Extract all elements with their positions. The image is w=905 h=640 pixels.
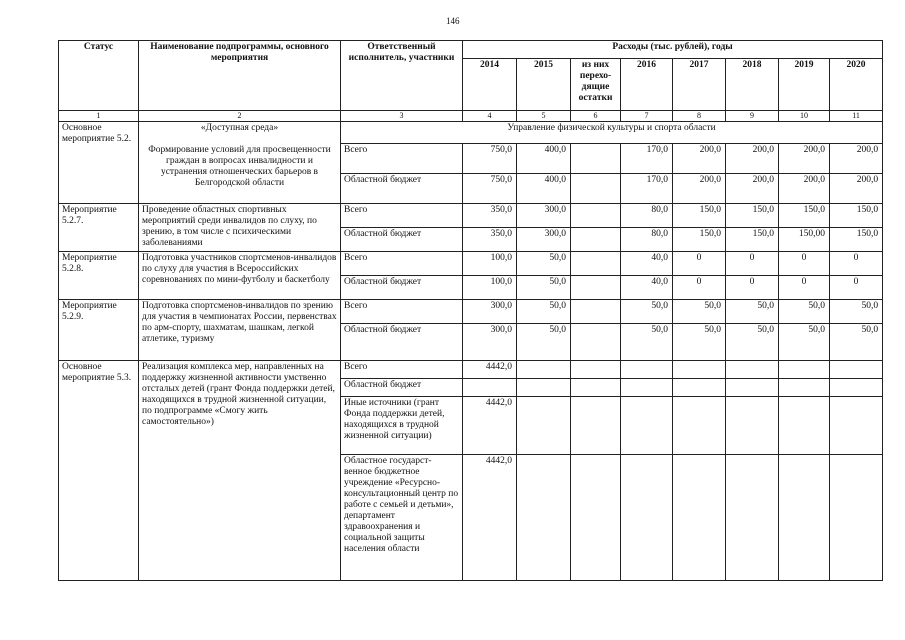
section53-status: Основное мероприятие 5.3. xyxy=(59,361,139,581)
value-cell: 350,0 xyxy=(463,228,517,252)
value-cell: 150,0 xyxy=(830,228,883,252)
value-cell: 100,0 xyxy=(463,252,517,276)
value-cell: 50,0 xyxy=(830,324,883,361)
column-number: 10 xyxy=(779,111,830,122)
value-cell: 200,0 xyxy=(673,174,726,204)
column-number: 6 xyxy=(571,111,621,122)
value-cell: 200,0 xyxy=(726,144,779,174)
value-cell: 0 xyxy=(726,276,779,300)
responsible-cell: Областной бюджет xyxy=(341,174,463,204)
value-cell: 50,0 xyxy=(726,300,779,324)
value-cell: 170,0 xyxy=(621,174,673,204)
header-year: 2018 xyxy=(726,59,779,111)
value-cell: 0 xyxy=(830,252,883,276)
value-cell xyxy=(726,397,779,455)
value-cell xyxy=(571,379,621,397)
section-name-text: Формирование условий для просвещенности граждан в вопросах инвалидности и устранения отношенческих барьеров в Белгородской области xyxy=(148,145,331,188)
value-cell: 0 xyxy=(673,252,726,276)
value-cell xyxy=(830,455,883,581)
column-number: 9 xyxy=(726,111,779,122)
value-cell: 170,0 xyxy=(621,144,673,174)
value-cell xyxy=(830,379,883,397)
value-cell xyxy=(621,379,673,397)
value-cell: 50,0 xyxy=(621,300,673,324)
value-cell: 40,0 xyxy=(621,252,673,276)
value-cell: 300,0 xyxy=(463,324,517,361)
value-cell: 80,0 xyxy=(621,228,673,252)
value-cell xyxy=(571,300,621,324)
responsible-cell: Областной бюджет xyxy=(341,276,463,300)
column-number: 1 xyxy=(59,111,139,122)
value-cell xyxy=(621,397,673,455)
value-cell xyxy=(673,397,726,455)
value-cell: 4442,0 xyxy=(463,455,517,581)
value-cell: 50,0 xyxy=(830,300,883,324)
value-cell xyxy=(571,455,621,581)
value-cell xyxy=(621,455,673,581)
value-cell xyxy=(517,397,571,455)
header-carryover: из них перехо-дящие остатки xyxy=(571,59,621,111)
value-cell: 200,0 xyxy=(830,174,883,204)
header-year: 2016 xyxy=(621,59,673,111)
header-year: 2019 xyxy=(779,59,830,111)
header-expenses: Расходы (тыс. рублей), годы xyxy=(463,41,883,59)
value-cell: 150,0 xyxy=(830,204,883,228)
activity-name: Проведение областных спортивных мероприятий среди инвалидов по слуху, по зрению, в том числе с психическими заболеваниями xyxy=(139,204,341,252)
value-cell xyxy=(726,455,779,581)
value-cell xyxy=(779,455,830,581)
value-cell xyxy=(571,361,621,379)
value-cell xyxy=(726,379,779,397)
value-cell xyxy=(779,379,830,397)
value-cell: 50,0 xyxy=(726,324,779,361)
value-cell: 50,0 xyxy=(517,324,571,361)
column-number: 5 xyxy=(517,111,571,122)
value-cell: 750,0 xyxy=(463,144,517,174)
responsible-cell: Иные источники (грант Фонда поддержки детей, находящихся в трудной жизненной ситуации) xyxy=(341,397,463,455)
responsible-cell: Всего xyxy=(341,252,463,276)
value-cell: 150,00 xyxy=(779,228,830,252)
column-number: 8 xyxy=(673,111,726,122)
value-cell xyxy=(517,455,571,581)
responsible-cell: Всего xyxy=(341,361,463,379)
header-year: 2014 xyxy=(463,59,517,111)
activity-status: Мероприятие 5.2.7. xyxy=(59,204,139,252)
value-cell: 50,0 xyxy=(779,300,830,324)
section-name-title: «Доступная среда» xyxy=(200,123,279,133)
column-number: 7 xyxy=(621,111,673,122)
activity-name: Подготовка спортсменов-инвалидов по зрению для участия в чемпионатах России, первенствах по арм-спорту, шахматам, шашкам, легкой атлетике, туризму xyxy=(139,300,341,361)
value-cell: 40,0 xyxy=(621,276,673,300)
value-cell: 0 xyxy=(779,276,830,300)
value-cell: 150,0 xyxy=(673,228,726,252)
value-cell: 400,0 xyxy=(517,144,571,174)
value-cell: 150,0 xyxy=(726,204,779,228)
value-cell: 750,0 xyxy=(463,174,517,204)
value-cell: 50,0 xyxy=(779,324,830,361)
activity-name: Подготовка участников спортсменов-инвалидов по слуху для участия в Всероссийских соревнованиях по мини-футболу и баскетболу xyxy=(139,252,341,300)
value-cell xyxy=(673,455,726,581)
value-cell: 0 xyxy=(673,276,726,300)
value-cell xyxy=(726,361,779,379)
value-cell xyxy=(571,228,621,252)
value-cell: 50,0 xyxy=(517,300,571,324)
responsible-cell: Всего xyxy=(341,300,463,324)
value-cell xyxy=(779,361,830,379)
value-cell xyxy=(571,144,621,174)
value-cell xyxy=(463,379,517,397)
value-cell xyxy=(621,361,673,379)
value-cell: 50,0 xyxy=(517,276,571,300)
section-department: Управление физической культуры и спорта области xyxy=(341,122,883,144)
activity-status: Мероприятие 5.2.9. xyxy=(59,300,139,361)
value-cell xyxy=(571,324,621,361)
value-cell xyxy=(779,397,830,455)
value-cell: 4442,0 xyxy=(463,361,517,379)
value-cell xyxy=(517,379,571,397)
value-cell: 0 xyxy=(726,252,779,276)
value-cell: 0 xyxy=(830,276,883,300)
header-year: 2020 xyxy=(830,59,883,111)
value-cell xyxy=(571,252,621,276)
value-cell: 50,0 xyxy=(517,252,571,276)
value-cell: 50,0 xyxy=(673,300,726,324)
responsible-cell: Областной бюджет xyxy=(341,228,463,252)
page-number: 146 xyxy=(446,16,460,26)
value-cell: 4442,0 xyxy=(463,397,517,455)
value-cell: 400,0 xyxy=(517,174,571,204)
responsible-cell: Всего xyxy=(341,204,463,228)
value-cell: 150,0 xyxy=(673,204,726,228)
value-cell: 200,0 xyxy=(779,144,830,174)
value-cell: 300,0 xyxy=(517,228,571,252)
header-responsible: Ответственный исполнитель, участники xyxy=(341,41,463,111)
column-number: 2 xyxy=(139,111,341,122)
responsible-cell: Областное государст-венное бюджетное учреждение «Ресурсно-консультационный центр по работе с семьей и детьми», департамент здравоохранения и социальной защиты населения области xyxy=(341,455,463,581)
value-cell: 200,0 xyxy=(779,174,830,204)
value-cell xyxy=(571,204,621,228)
responsible-cell: Областной бюджет xyxy=(341,379,463,397)
value-cell: 150,0 xyxy=(726,228,779,252)
value-cell xyxy=(571,276,621,300)
value-cell: 50,0 xyxy=(621,324,673,361)
value-cell: 80,0 xyxy=(621,204,673,228)
column-number: 4 xyxy=(463,111,517,122)
value-cell: 300,0 xyxy=(463,300,517,324)
value-cell: 300,0 xyxy=(517,204,571,228)
header-status: Статус xyxy=(59,41,139,111)
header-year: 2015 xyxy=(517,59,571,111)
value-cell: 150,0 xyxy=(779,204,830,228)
budget-table xyxy=(58,40,883,581)
value-cell xyxy=(830,397,883,455)
value-cell xyxy=(673,361,726,379)
section-status: Основное мероприятие 5.2. xyxy=(59,122,139,204)
responsible-cell: Всего xyxy=(341,144,463,174)
column-number: 11 xyxy=(830,111,883,122)
column-number: 3 xyxy=(341,111,463,122)
value-cell xyxy=(517,361,571,379)
section-name xyxy=(139,122,341,204)
value-cell: 0 xyxy=(779,252,830,276)
responsible-cell: Областной бюджет xyxy=(341,324,463,361)
activity-status: Мероприятие 5.2.8. xyxy=(59,252,139,300)
value-cell xyxy=(830,361,883,379)
value-cell: 200,0 xyxy=(673,144,726,174)
value-cell: 50,0 xyxy=(673,324,726,361)
value-cell: 200,0 xyxy=(830,144,883,174)
header-year: 2017 xyxy=(673,59,726,111)
value-cell: 200,0 xyxy=(726,174,779,204)
value-cell: 100,0 xyxy=(463,276,517,300)
value-cell: 350,0 xyxy=(463,204,517,228)
section53-name: Реализация комплекса мер, направленных на поддержку жизненной активности умственно отсталых детей (грант Фонда поддержки детей, находящихся в трудной жизненной ситуации, по подпрограмме «Смогу жить самостоятельно») xyxy=(139,361,341,581)
value-cell xyxy=(673,379,726,397)
value-cell xyxy=(571,397,621,455)
value-cell xyxy=(571,174,621,204)
header-name: Наименование подпрограммы, основного мероприятия xyxy=(139,41,341,111)
